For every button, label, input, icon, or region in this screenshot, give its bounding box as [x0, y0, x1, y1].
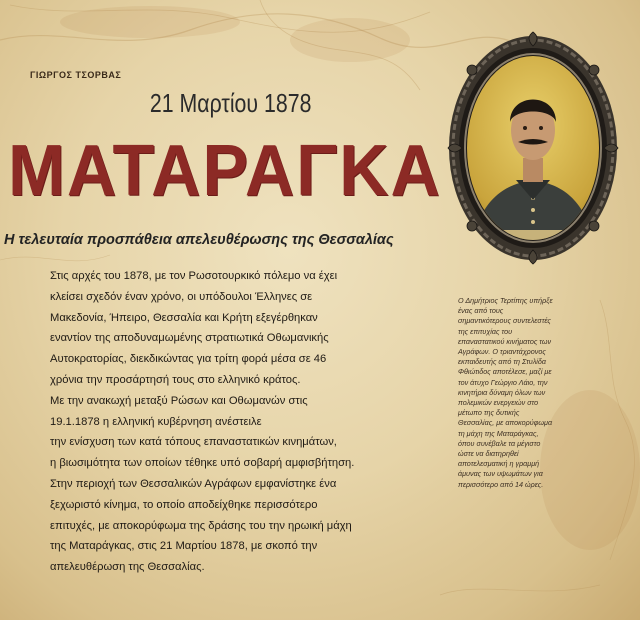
caption-line: Αγράφων. Ο τριαντάχρονος	[458, 347, 546, 357]
caption-line: πολεμικών ενεργειών στο	[458, 398, 539, 408]
body-line: χρόνια την προσάρτησή τους στο ελληνικό κράτος.	[50, 373, 301, 386]
ornate-oval-frame-icon	[444, 30, 622, 266]
author-name: ΓΙΩΡΓΟΣ ΤΣΟΡΒΑΣ	[30, 70, 122, 80]
body-line: Στην περιοχή των Θεσσαλικών Αγράφων εμφανίστηκε ένα	[50, 477, 337, 490]
article-title: ΜΑΤΑΡΑΓΚΑ	[8, 131, 442, 211]
caption-line: κινητήρια δύναμη όλων των	[458, 387, 546, 397]
caption-line: ώστε να διατηρηθεί	[458, 449, 519, 459]
caption-line: Ο Δημήτριος Τερτίπης υπήρξε	[458, 296, 553, 305]
caption-line: της επιτυχίας του	[458, 326, 513, 336]
caption-line: περισσότερο από 14 ώρες.	[458, 479, 544, 489]
body-line: επιτυχές, με αποκορύφωμα της δράσης του την ηρωική μάχη	[50, 519, 352, 532]
body-line: της Ματαράγκας, στις 21 Μαρτίου 1878, με σκοπό την	[50, 540, 318, 553]
caption-line: επαναστατικού κινήματος των	[458, 336, 552, 346]
caption-line: Φθιώτιδος αποτέλεσε, μαζί με	[458, 367, 552, 377]
date-heading: 21 Μαρτίου 1878	[149, 88, 312, 118]
body-line: Μακεδονία, Ήπειρο, Θεσσαλία και Κρήτη εξεγέρθηκαν	[50, 311, 318, 324]
article-subtitle: Η τελευταία προσπάθεια απελευθέρωσης της Θεσσαλίας	[4, 232, 394, 248]
caption-line: Θεσσαλίας, με αποκορύφωμα	[458, 418, 553, 428]
body-line: η βιωσιμότητα των οποίων τέθηκε υπό σοβαρή αμφισβήτηση.	[50, 457, 355, 470]
body-line: εναντίον της αποδυναμωμένης στρατιωτικά Οθωμανικής	[50, 332, 329, 345]
caption-line: σημαντικότερους συντελεστές	[458, 316, 551, 326]
caption-line: μέτωπο της δυτικής	[458, 408, 520, 418]
body-line: απελευθέρωση της Θεσσαλίας.	[50, 561, 205, 574]
caption-line: ένας από τους	[458, 306, 504, 316]
body-line: κλείσει σχεδόν έναν χρόνο, οι υπόδουλοι Έλληνες σε	[50, 290, 313, 303]
portrait	[444, 30, 622, 266]
caption-line: εκπαιδευτής από τη Στυλίδα	[458, 357, 546, 367]
caption-line: αποτελεσματική η γραμμή	[458, 459, 540, 469]
caption-line: τη μάχη της Ματαράγκας,	[458, 428, 539, 438]
body-line: Με την ανακωχή μεταξύ Ρώσων και Οθωμανών στις	[50, 394, 308, 407]
portrait-caption	[458, 296, 588, 490]
caption-line: άμυνας των υψωμάτων για	[458, 469, 543, 479]
body-line: την ενίσχυση των κατά τόπους επαναστατικών κινημάτων,	[50, 436, 337, 449]
body-line: Στις αρχές του 1878, με τον Ρωσοτουρκικό πόλεμο να έχει	[50, 270, 338, 282]
body-line: 19.1.1878 η ελληνική κυβέρνηση ανέστειλε	[50, 415, 262, 428]
article-body	[50, 266, 430, 578]
caption-line: τον άτυχο Γεώργιο Λάιο, την	[458, 377, 548, 387]
caption-line: όπου συνέβαλε τα μέγιστο	[458, 438, 541, 448]
body-line: ξεχωριστό κίνημα, το οποίο αποδείχθηκε περισσότερο	[50, 498, 318, 511]
body-line: Αυτοκρατορίας, διεκδικώντας για τρίτη φορά μέσα σε 46	[50, 353, 327, 366]
